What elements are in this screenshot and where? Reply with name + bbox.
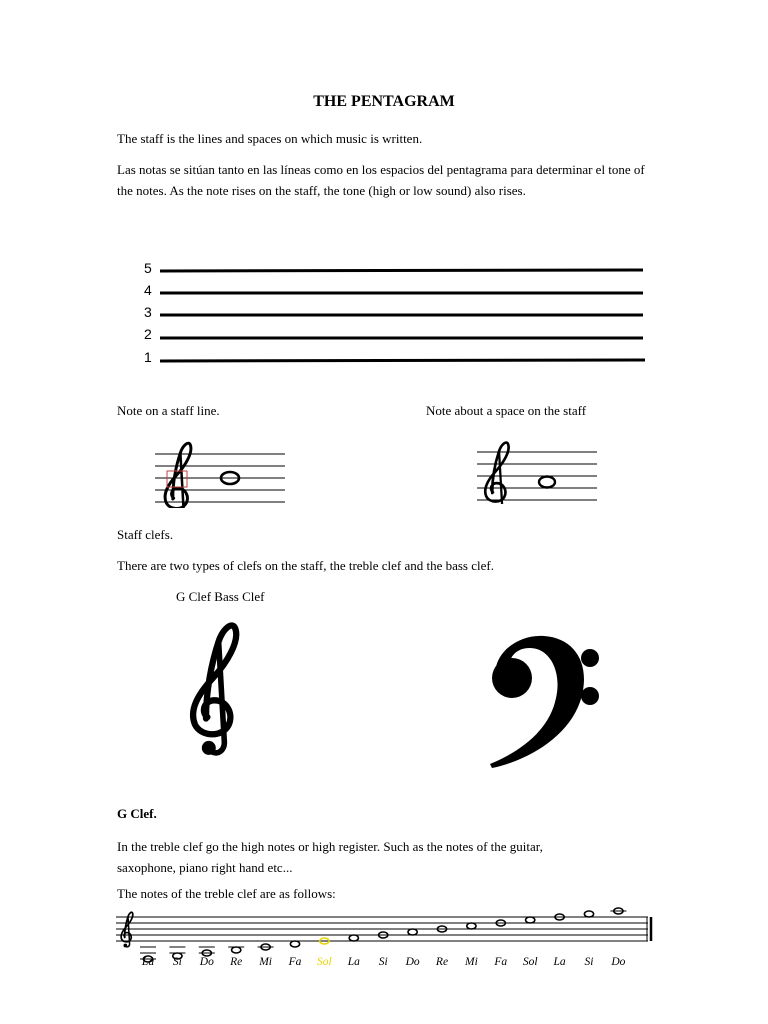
staff-note-on-space — [472, 434, 602, 504]
treble-clef-icon — [121, 912, 133, 947]
whole-note-10 — [408, 929, 417, 935]
numbered-staff-diagram — [140, 258, 660, 370]
note-on-space-label: Note about a space on the staff — [426, 403, 587, 418]
staff-number-1: 1 — [144, 349, 152, 365]
note-name-7: Sol — [317, 956, 332, 968]
whole-note-16 — [584, 911, 593, 917]
staff-line-5 — [160, 270, 643, 271]
whole-note-4 — [232, 947, 241, 953]
note-name-15: La — [553, 956, 566, 968]
note-name-12: Mi — [465, 956, 478, 968]
page-title: THE PENTAGRAM — [313, 93, 455, 110]
note-on-line-label: Note on a staff line. — [117, 403, 220, 418]
note-name-9: Si — [378, 956, 388, 968]
whole-note-6 — [290, 941, 299, 947]
clefs-text: There are two types of clefs on the staff, the treble clef and the bass clef. — [117, 558, 494, 573]
note-name-13: Fa — [494, 956, 508, 968]
note-name-4: Re — [230, 956, 243, 968]
treble-notes-intro: The notes of the treble clef are as follows: — [117, 886, 336, 901]
note-name-5: Mi — [259, 956, 272, 968]
treble-notes-staff — [112, 905, 658, 975]
whole-note-14 — [526, 917, 535, 923]
clefs-caption: G Clef Bass Clef — [176, 589, 265, 604]
note-name-10: Do — [405, 956, 420, 968]
staff-number-5: 5 — [144, 260, 152, 276]
note-name-14: Sol — [522, 956, 538, 968]
staff-note-on-line — [150, 432, 290, 508]
note-name-1: La — [141, 956, 155, 968]
staff-number-4: 4 — [144, 282, 152, 298]
staff-number-3: 3 — [144, 304, 152, 320]
whole-note-8 — [349, 935, 358, 941]
clefs-heading: Staff clefs. — [117, 527, 174, 542]
note-name-2: Si — [172, 956, 182, 968]
whole-note-12 — [467, 923, 476, 929]
notes-paragraph: Las notas se sitúan tanto en las líneas como en los espacios del pentagrama para determinar el tone of the notes. As the note rises on the staff, the tone (high or low sound) also rises. — [117, 162, 645, 198]
note-name-8: La — [347, 956, 360, 968]
bass-clef-icon — [484, 632, 604, 772]
note-name-3: Do — [199, 956, 214, 968]
note-name-11: Re — [435, 956, 449, 968]
whole-note-icon — [539, 477, 555, 488]
intro-paragraph: The staff is the lines and spaces on which music is written. — [117, 131, 423, 146]
note-name-6: Fa — [288, 956, 302, 968]
staff-number-2: 2 — [144, 326, 152, 342]
note-name-17: Do — [611, 956, 626, 968]
g-clef-paragraph: In the treble clef go the high notes or high register. Such as the notes of the guitar, saxophone, piano right hand etc... — [117, 839, 543, 875]
note-name-16: Si — [584, 956, 594, 968]
g-clef-heading: G Clef. — [117, 806, 157, 821]
staff-line-1 — [160, 360, 645, 361]
treble-clef-icon — [178, 612, 248, 762]
